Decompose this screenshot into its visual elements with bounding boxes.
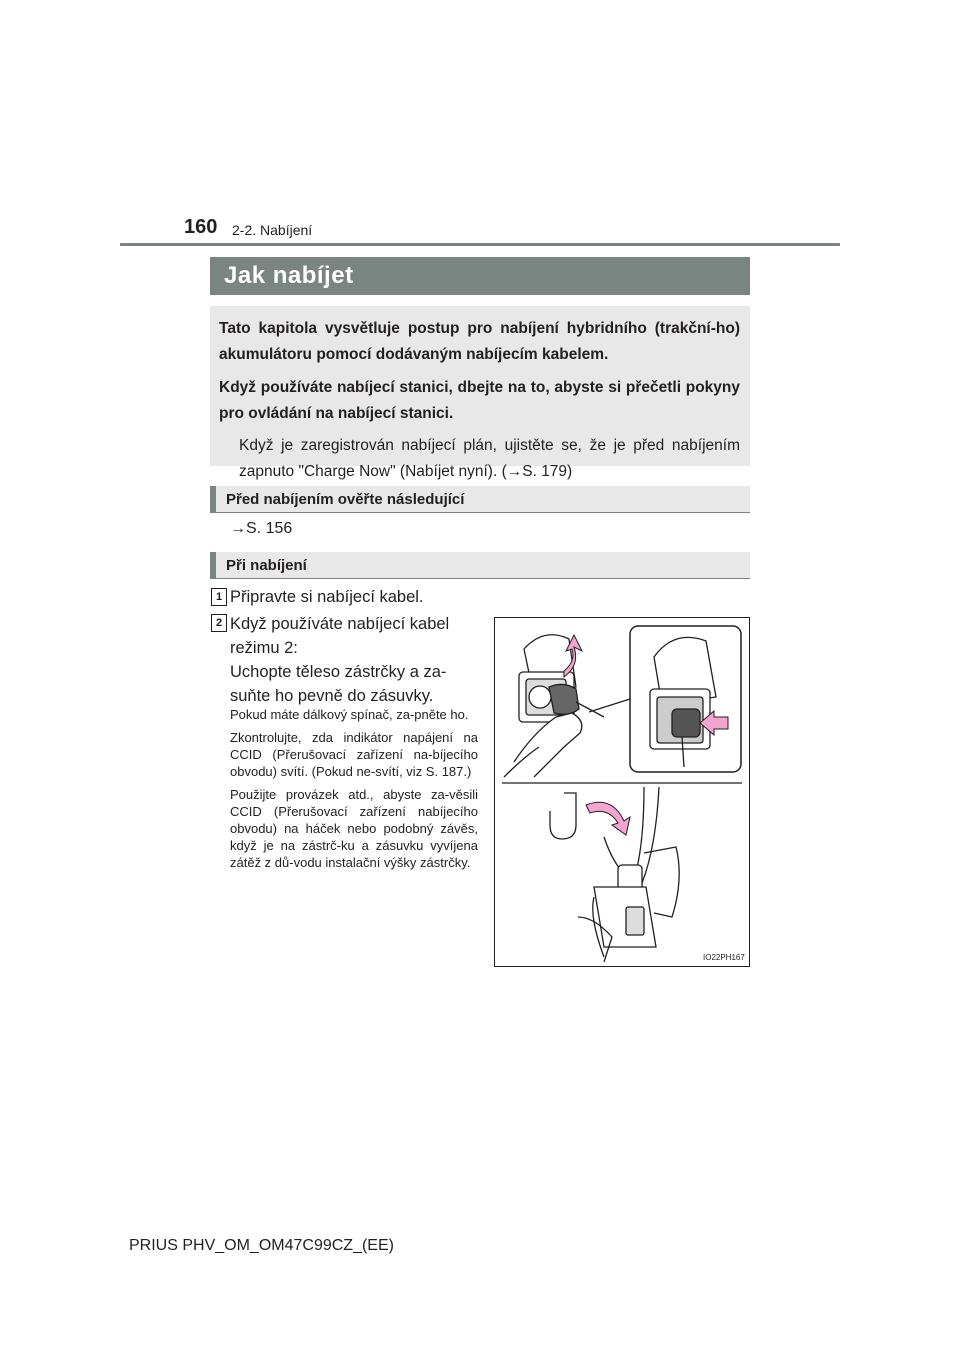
- note-ccid-indicator: Zkontrolujte, zda indikátor napájení na CCID (Přerušovací zařízení na-bíjecího obvodu) svítí. (Pokud ne-svítí, viz S. 187.): [230, 730, 478, 779]
- step-2-line: suňte ho pevně do zásuvky.: [230, 687, 434, 705]
- step-2-line: Uchopte těleso zástrčky a za-: [230, 663, 447, 681]
- section-label: 2-2. Nabíjení: [232, 222, 313, 238]
- step-number-1: 1: [211, 588, 227, 606]
- step-2-notes: [230, 706, 478, 877]
- page-title: Jak nabíjet: [210, 257, 750, 295]
- step-2-line: Když používáte nabíjecí kabel: [230, 615, 450, 633]
- subheading-when-charging: Při nabíjení: [210, 552, 750, 579]
- intro-paragraph-2: Když používáte nabíjecí stanici, dbejte na to, abyste si přečetli pokyny pro ovládání na nabíjecí stanici.: [219, 379, 740, 422]
- header-rule: [120, 243, 840, 246]
- step-2-text: [230, 612, 470, 708]
- page-number: 160: [184, 216, 218, 238]
- intro-box: [210, 306, 750, 480]
- step-1-text: Připravte si nabíjecí kabel.: [230, 588, 424, 606]
- step-2-line: režimu 2:: [230, 639, 298, 657]
- page-reference: →S. 156: [230, 520, 293, 537]
- intro-paragraph-1: Tato kapitola vysvětluje postup pro nabíjení hybridního (trakční-ho) akumulátoru pomocí dodávaným nabíjecím kabelem.: [219, 320, 740, 363]
- figure-code: IO22PH167: [703, 953, 745, 962]
- subheading-before-charging: Před nabíjením ověřte následující: [210, 486, 750, 513]
- note-remote-switch: Pokud máte dálkový spínač, za-pněte ho.: [230, 707, 469, 722]
- intro-paragraph-3: Když je zaregistrován nabíjecí plán, ujistěte se, že je před nabíjením zapnuto "Charge Now" (Nabíjet nyní). (→S. 179): [239, 437, 740, 480]
- charging-illustration: [494, 617, 750, 967]
- step-number-2: 2: [211, 614, 227, 632]
- footer-document-id: PRIUS PHV_OM_OM47C99CZ_(EE): [129, 1237, 394, 1254]
- outlet-detail-drawing: [650, 637, 716, 767]
- note-hang-ccid: Použijte provázek atd., abyste za-věsili CCID (Přerušovací zařízení nabíjecího obvodu) na háček nebo podobný závěs, když je na zástrč-ku a zásuvku vyvíjena zátěž z dů-vodu instalační výšky zástrčky.: [230, 787, 478, 870]
